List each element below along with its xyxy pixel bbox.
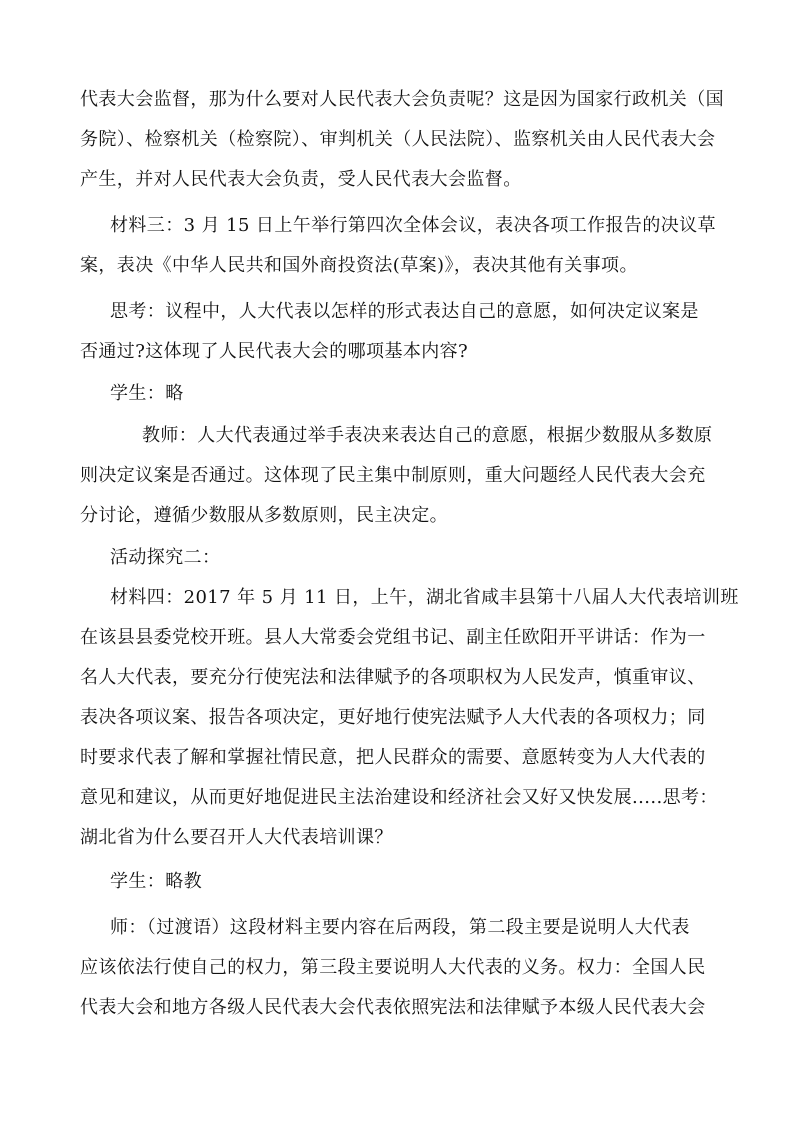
- text-line: 分讨论，遵循少数服从多数原则，民主决定。: [80, 505, 448, 526]
- text-line: 师：（过渡语）这段材料主要内容在后两段，第二段主要是说明人大代表: [110, 917, 690, 938]
- text-line: 材料四：2017 年 5 月 11 日，上午，湖北省咸丰县第十八届人大代表培训班: [110, 587, 739, 608]
- text-line: 学生：略: [110, 383, 184, 404]
- text-line: 意见和建议，从而更好地促进民主法治建设和经济社会又好又快发展.....思考：: [80, 787, 718, 808]
- text-line: 思考：议程中，人大代表以怎样的形式表达自己的意愿，如何决定议案是: [110, 301, 699, 322]
- text-line: 名人大代表，要充分行使宪法和法律赋予的各项职权为人民发声，慎重审议、: [80, 667, 706, 688]
- text-line: 否通过?这体现了人民代表大会的哪项基本内容?: [80, 341, 469, 362]
- text-line: 学生：略教: [110, 871, 202, 892]
- text-line: 表决各项议案、报告各项决定，更好地行使宪法赋予人大代表的各项权力；同: [80, 707, 706, 728]
- text-line: 务院）、检察机关（检察院）、审判机关（人民法院）、监察机关由人民代表大会: [80, 129, 716, 150]
- text-line: 教师：人大代表通过举手表决来表达自己的意愿，根据少数服从多数原: [142, 425, 713, 446]
- text-line: 案，表决《中华人民共和国外商投资法(草案)》，表决其他有关事项。: [80, 255, 638, 276]
- text-line: 代表大会和地方各级人民代表大会代表依照宪法和法律赋予本级人民代表大会: [80, 997, 706, 1018]
- text-line: 代表大会监督，那为什么要对人民代表大会负责呢？这是因为国家行政机关（国: [80, 89, 724, 110]
- text-line: 应该依法行使自己的权力，第三段主要说明人大代表的义务。权力：全国人民: [80, 957, 706, 978]
- section-heading: 活动探究二：: [110, 547, 221, 568]
- text-line: 材料三：3 月 15 日上午举行第四次全体会议，表决各项工作报告的决议草: [110, 215, 716, 236]
- text-line: 时要求代表了解和掌握社情民意，把人民群众的需要、意愿转变为人大代表的: [80, 747, 706, 768]
- text-line: 在该县县委党校开班。县人大常委会党组书记、副主任欧阳开平讲话：作为一: [80, 627, 706, 648]
- text-line: 湖北省为什么要召开人大代表培训课？: [80, 827, 393, 848]
- text-line: 则决定议案是否通过。这体现了民主集中制原则，重大问题经人民代表大会充: [80, 465, 706, 486]
- text-line: 产生，并对人民代表大会负责，受人民代表大会监督。: [80, 169, 522, 190]
